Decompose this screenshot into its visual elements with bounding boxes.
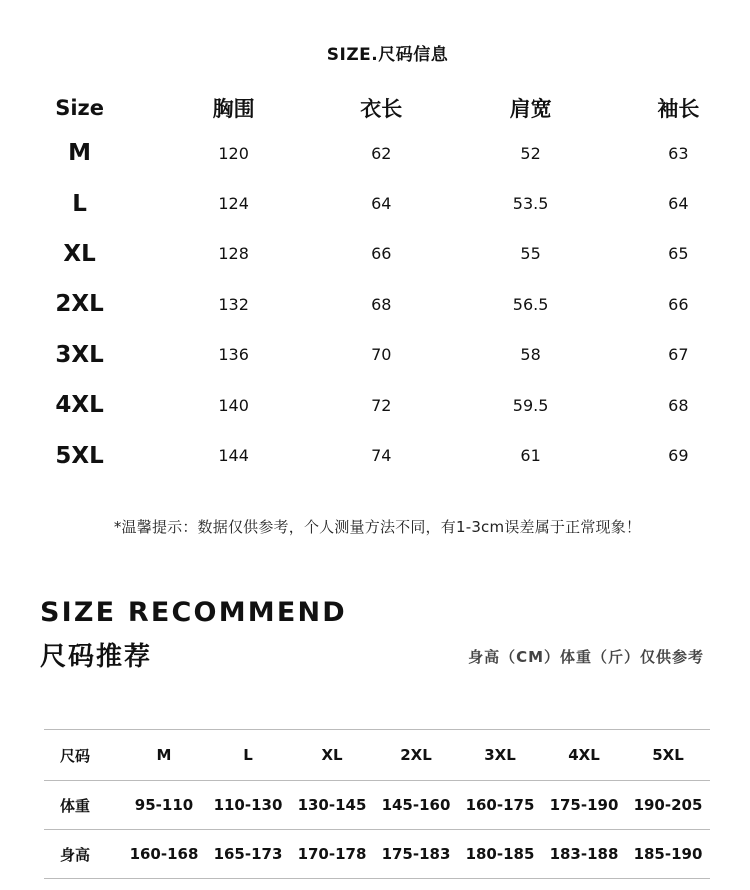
recommend-size-row bbox=[44, 730, 710, 781]
sleeve-value: 65 bbox=[668, 244, 689, 264]
size-cell: M bbox=[122, 730, 206, 781]
length-value: 66 bbox=[371, 244, 392, 264]
shoulder-value: 53.5 bbox=[512, 194, 549, 214]
chest-value: 144 bbox=[218, 446, 249, 466]
length-value: 64 bbox=[371, 194, 392, 214]
table-row bbox=[0, 430, 750, 480]
row-label: 身高 bbox=[44, 830, 122, 879]
recommend-height-row bbox=[44, 830, 710, 879]
size-label: 3XL bbox=[55, 341, 104, 368]
shoulder-value: 56.5 bbox=[512, 294, 549, 314]
shoulder-value: 58 bbox=[520, 345, 541, 365]
height-cell: 160-168 bbox=[122, 830, 206, 879]
sleeve-value: 66 bbox=[668, 294, 689, 314]
size-cell: 5XL bbox=[626, 730, 710, 781]
length-value: 70 bbox=[371, 345, 392, 365]
weight-cell: 95-110 bbox=[122, 781, 206, 830]
table-row bbox=[0, 178, 750, 228]
size-label: 2XL bbox=[55, 291, 104, 318]
chest-value: 120 bbox=[218, 143, 249, 163]
length-value: 68 bbox=[371, 294, 392, 314]
height-cell: 180-185 bbox=[458, 830, 542, 879]
header-sleeve: 袖长 bbox=[657, 97, 700, 121]
weight-cell: 145-160 bbox=[374, 781, 458, 830]
weight-cell: 110-130 bbox=[206, 781, 290, 830]
size-cell: 3XL bbox=[458, 730, 542, 781]
table-row bbox=[0, 380, 750, 430]
size-info-title: SIZE.尺码信息 bbox=[326, 45, 449, 65]
table-row bbox=[0, 128, 750, 178]
row-label: 尺码 bbox=[44, 730, 122, 781]
size-label: 5XL bbox=[55, 442, 104, 469]
row-label: 体重 bbox=[44, 781, 122, 830]
height-cell: 183-188 bbox=[542, 830, 626, 879]
header-length: 衣长 bbox=[360, 97, 403, 121]
header-shoulder: 肩宽 bbox=[509, 97, 552, 121]
weight-cell: 130-145 bbox=[290, 781, 374, 830]
weight-cell: 190-205 bbox=[626, 781, 710, 830]
size-label: L bbox=[72, 190, 87, 217]
size-label: XL bbox=[63, 240, 96, 267]
height-cell: 165-173 bbox=[206, 830, 290, 879]
size-cell: XL bbox=[290, 730, 374, 781]
shoulder-value: 52 bbox=[520, 143, 541, 163]
length-value: 62 bbox=[371, 143, 392, 163]
shoulder-value: 61 bbox=[520, 446, 541, 466]
recommend-weight-row bbox=[44, 781, 710, 830]
size-table-header-row bbox=[0, 88, 750, 128]
chest-value: 128 bbox=[218, 244, 249, 264]
chest-value: 136 bbox=[218, 345, 249, 365]
recommend-title-cn: 尺码推荐 bbox=[40, 642, 153, 672]
recommend-title-en: SIZE RECOMMEND bbox=[40, 597, 347, 628]
recommend-table bbox=[44, 729, 710, 879]
size-cell: 2XL bbox=[374, 730, 458, 781]
size-cell: 4XL bbox=[542, 730, 626, 781]
shoulder-value: 59.5 bbox=[512, 395, 549, 415]
sleeve-value: 64 bbox=[668, 194, 689, 214]
sleeve-value: 69 bbox=[668, 446, 689, 466]
size-label: M bbox=[68, 140, 92, 167]
recommend-unit-note: 身高（CM）体重（斤）仅供参考 bbox=[468, 648, 704, 666]
table-row bbox=[0, 229, 750, 279]
measurement-note: *温馨提示：数据仅供参考，个人测量方法不同，有1-3cm误差属于正常现象！ bbox=[113, 518, 642, 536]
header-chest: 胸围 bbox=[212, 97, 255, 121]
chest-value: 124 bbox=[218, 194, 249, 214]
height-cell: 185-190 bbox=[626, 830, 710, 879]
height-cell: 175-183 bbox=[374, 830, 458, 879]
size-info-table bbox=[0, 88, 750, 481]
sleeve-value: 67 bbox=[668, 345, 689, 365]
table-row bbox=[0, 330, 750, 380]
weight-cell: 160-175 bbox=[458, 781, 542, 830]
size-label: 4XL bbox=[55, 392, 104, 419]
table-row bbox=[0, 279, 750, 329]
chest-value: 140 bbox=[218, 395, 249, 415]
shoulder-value: 55 bbox=[520, 244, 541, 264]
chest-value: 132 bbox=[218, 294, 249, 314]
size-cell: L bbox=[206, 730, 290, 781]
sleeve-value: 68 bbox=[668, 395, 689, 415]
weight-cell: 175-190 bbox=[542, 781, 626, 830]
length-value: 72 bbox=[371, 395, 392, 415]
length-value: 74 bbox=[371, 446, 392, 466]
header-size: Size bbox=[55, 96, 105, 120]
height-cell: 170-178 bbox=[290, 830, 374, 879]
sleeve-value: 63 bbox=[668, 143, 689, 163]
